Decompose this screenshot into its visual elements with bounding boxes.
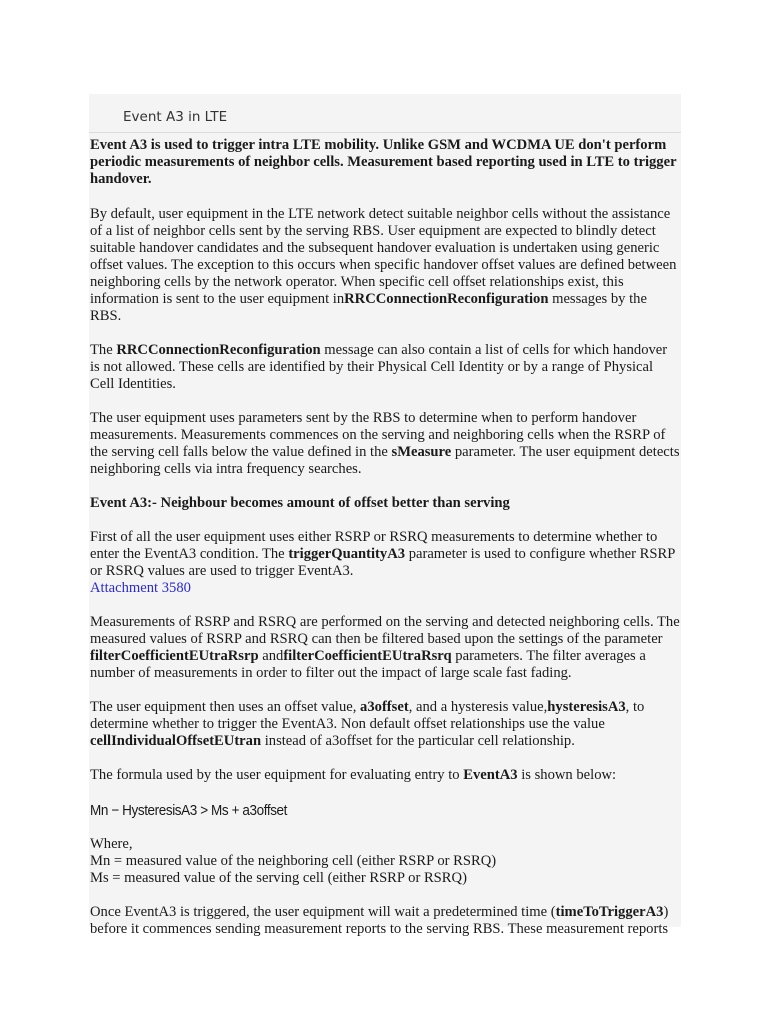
definition-ms: Ms = measured value of the serving cell (either RSRP or RSRQ) bbox=[90, 870, 467, 886]
paragraph-text: The user equipment then uses an offset value, bbox=[90, 699, 361, 715]
paragraph-filtering bbox=[90, 614, 680, 682]
paragraph-text: ) before it commences sending measurement reports to the serving RBS. These measurement reports bbox=[90, 904, 669, 937]
paragraph-text: messages by the RBS. bbox=[90, 291, 647, 324]
definition-mn: Mn = measured value of the neighboring cell (either RSRP or RSRQ) bbox=[90, 853, 497, 869]
intro-paragraph: Event A3 is used to trigger intra LTE mobility. Unlike GSM and WCDMA UE don't perform periodic measurements of neighbor cells. Measurement based reporting used in LTE to trigger handover. bbox=[90, 137, 677, 187]
parameter-name: RRCConnectionReconfiguration bbox=[116, 342, 321, 358]
paragraph-text: , to determine whether to trigger the EventA3. Non default offset relationships use the value bbox=[90, 699, 645, 732]
paragraph-text: parameter is used to configure whether RSRP or RSRQ values are used to trigger EventA3. bbox=[90, 546, 675, 579]
parameter-name: filterCoefficientEUtraRsrp bbox=[90, 648, 259, 664]
paragraph-text: By default, user equipment in the LTE network detect suitable neighbor cells without the assistance of a list of neighbor cells sent by the serving RBS. User equipment are expected to blindly detect suitable handover candidates and the subsequent handover evaluation is undertaken using generic offset values. The exception to this occurs when specific handover offset values are defined between neighboring cells by the network operator. When specific cell offset relationships exist, this information is sent to the user equipment in bbox=[90, 206, 677, 307]
paragraph-text: First of all the user equipment uses either RSRP or RSRQ measurements to determine whether to enter the EventA3 condition. The bbox=[90, 529, 658, 562]
entry-formula: Mn − HysteresisA3 > Ms + a3offset bbox=[90, 802, 288, 819]
paragraph-text: Once EventA3 is triggered, the user equipment will wait a predetermined time ( bbox=[90, 904, 556, 920]
paragraph-time-to-trigger bbox=[90, 904, 680, 938]
paragraph-text: message can also contain a list of cells for which handover is not allowed. These cells are identified by their Physical Cell Identity or by a range of Physical Cell Identities. bbox=[90, 342, 668, 392]
definitions-block bbox=[90, 836, 680, 887]
parameter-name: RRCConnectionReconfiguration bbox=[344, 291, 549, 307]
parameter-name: filterCoefficientEUtraRsrq bbox=[283, 648, 452, 664]
paragraph-handover-measurements bbox=[90, 410, 680, 478]
paragraph-text: The user equipment uses parameters sent by the RBS to determine when to perform handover measurements. Measurements commences on the serving and neighboring cells when the RSRP of the serving cell falls below the value defined in the bbox=[90, 410, 666, 460]
paragraph-text: parameters. The filter averages a number of measurements in order to filter out the impact of large scale fast fading. bbox=[90, 648, 646, 681]
paragraph-rrc-reconfiguration bbox=[90, 342, 680, 393]
paragraph-text: , and a hysteresis value, bbox=[408, 699, 548, 715]
parameter-name: sMeasure bbox=[391, 444, 452, 460]
paragraph-offset-hysteresis bbox=[90, 699, 680, 750]
paragraph-text: instead of a3offset for the particular cell relationship. bbox=[261, 733, 575, 749]
parameter-name: a3offset bbox=[360, 699, 409, 715]
parameter-name: triggerQuantityA3 bbox=[288, 546, 406, 562]
paragraph-text: The bbox=[90, 342, 117, 358]
paragraph-formula-intro bbox=[90, 767, 680, 784]
page-title: Event A3 in LTE bbox=[123, 109, 228, 125]
paragraph-text: Measurements of RSRP and RSRQ are performed on the serving and detected neighboring cells. The measured values of RSRP and RSRQ can then be filtered based upon the settings of the parameter bbox=[90, 614, 680, 647]
attachment-link[interactable]: Attachment 3580 bbox=[90, 580, 191, 596]
paragraph-trigger-quantity bbox=[90, 529, 680, 597]
document-header bbox=[89, 94, 681, 133]
parameter-name: cellIndividualOffsetEUtran bbox=[90, 733, 262, 749]
paragraph-text: The formula used by the user equipment for evaluating entry to bbox=[90, 767, 464, 783]
document-page bbox=[89, 94, 681, 937]
paragraph-text: is shown below: bbox=[517, 767, 617, 783]
paragraph-text: and bbox=[258, 648, 284, 664]
paragraph-default-detection bbox=[90, 206, 680, 325]
parameter-name: hysteresisA3 bbox=[547, 699, 626, 715]
paragraph-text: parameter. The user equipment detects neighboring cells via intra frequency searches. bbox=[90, 444, 680, 477]
where-label: Where, bbox=[90, 836, 133, 852]
parameter-name: timeToTriggerA3 bbox=[555, 904, 664, 920]
section-heading: Event A3:- Neighbour becomes amount of offset better than serving bbox=[90, 495, 510, 511]
document-body bbox=[90, 137, 680, 955]
parameter-name: EventA3 bbox=[463, 767, 518, 783]
